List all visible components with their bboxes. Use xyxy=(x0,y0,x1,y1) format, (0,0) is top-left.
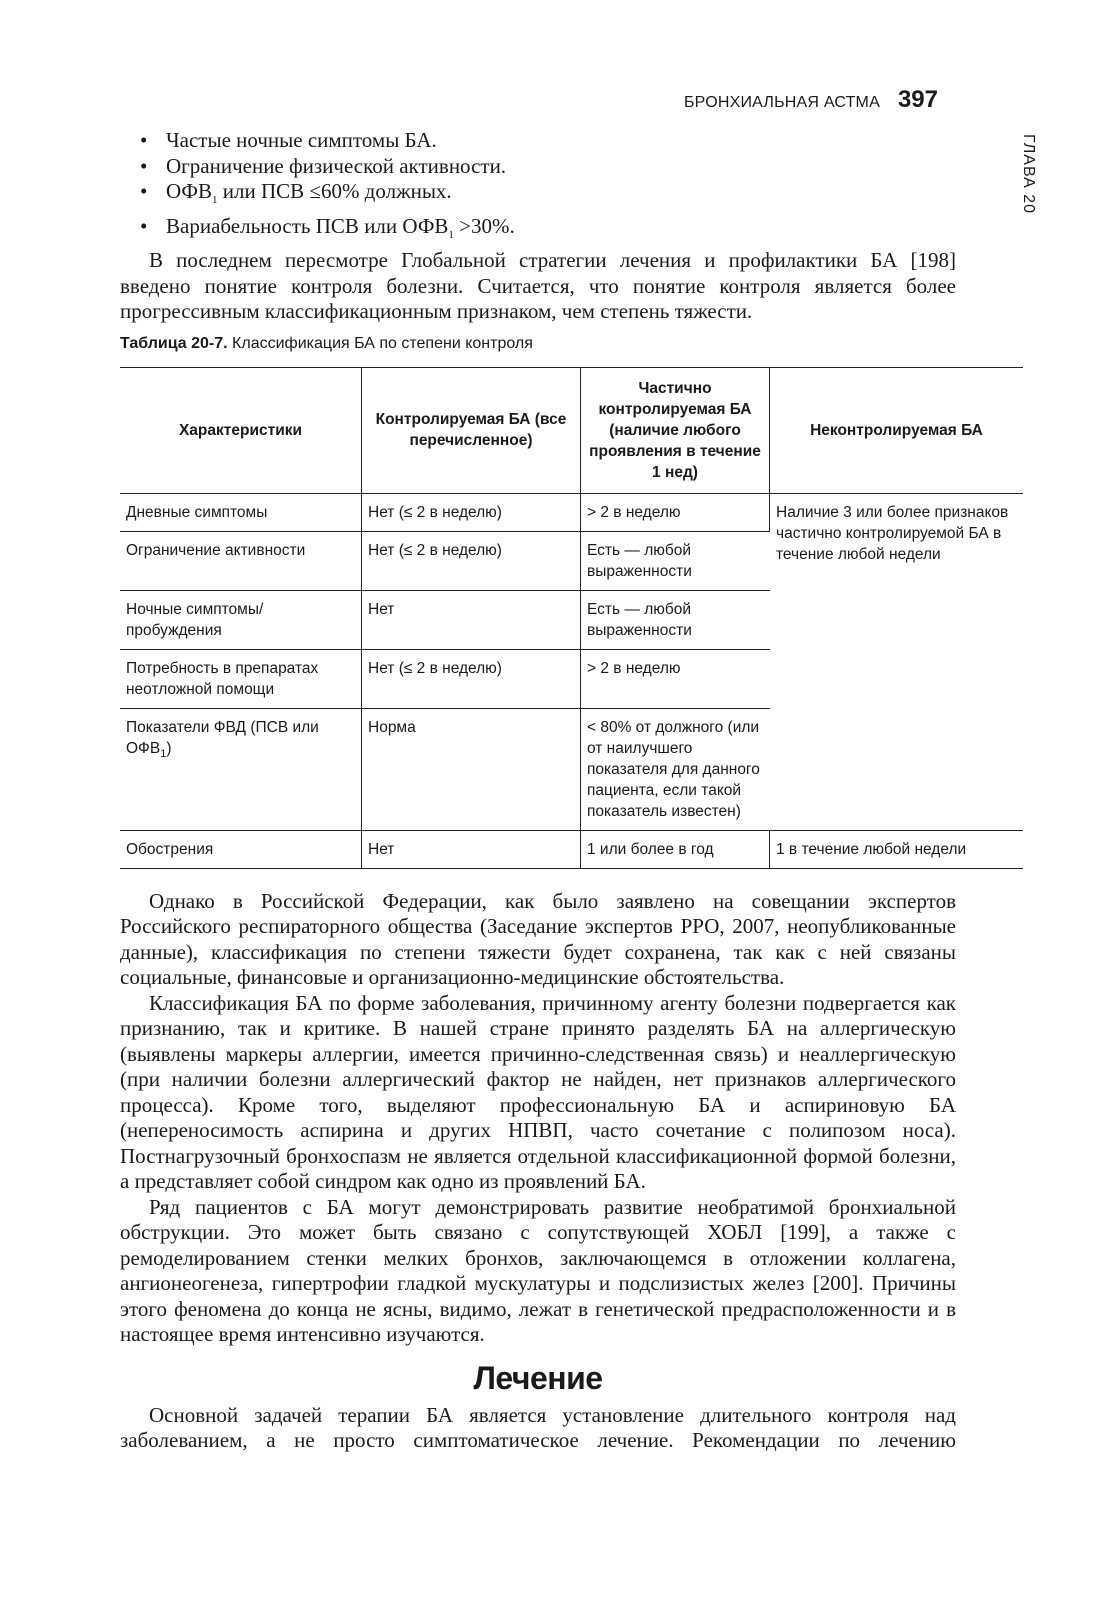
table-cell: Дневные симптомы xyxy=(120,493,362,531)
chapter-tab: ГЛАВА 20 xyxy=(1020,134,1037,214)
table-cell: Обострения xyxy=(120,830,362,868)
page-content xyxy=(120,128,1009,1454)
intro-paragraph: В последнем пересмотре Глобальной стратегии лечения и профилактики БА [198] введено понятие контроля болезни. Считается, что понятие контроля является более прогрессивным классификационным признаком, чем степень тяжести. xyxy=(120,248,956,324)
section-paragraph: Основной задачей терапии БА является установление длительного контроля над заболеванием, а не просто симптоматическое лечение. Рекомендации по лечению xyxy=(120,1402,956,1453)
column-header: Контролируемая БА (все перечисленное) xyxy=(362,367,581,493)
table-cell: > 2 в неделю xyxy=(581,649,770,708)
table-cell: Нет (≤ 2 в неделю) xyxy=(362,649,581,708)
table-cell: 1 в течение любой недели xyxy=(770,830,1024,868)
control-classification-table xyxy=(120,367,1023,869)
bullet-item: • $ОФВ_1$ или ПСВ ≤60% должных. xyxy=(140,179,956,214)
table-cell: < 80% от должного (или от наилучшего показателя для данного пациента, если такой показатель известен) xyxy=(581,708,770,830)
table-caption xyxy=(120,335,956,353)
table-cell: Нет xyxy=(362,590,581,649)
table-cell: Нет (≤ 2 в неделю) xyxy=(362,531,581,590)
bullet-list xyxy=(120,128,956,248)
page-number: 397 xyxy=(897,86,938,113)
bullet-item: • Ограничение физической активности. xyxy=(140,154,956,180)
table-caption-text: Классификация БА по степени контроля xyxy=(227,334,533,352)
table-row xyxy=(120,493,1023,531)
running-head xyxy=(684,86,938,116)
running-title: БРОНХИАЛЬНАЯ АСТМА xyxy=(683,94,880,111)
table-cell: > 2 в неделю xyxy=(581,493,770,531)
table-cell: Показатели ФВД (ПСВ или $ОФВ_1$) xyxy=(120,708,362,830)
body-paragraph: Классификация БА по форме заболевания, причинному агенту болезни подвергается как признанию, так и критике. В нашей стране принято разделять БА на аллергическую (выявлены маркеры аллергии, имеется причинно-следственная связь) и неаллергическую (при наличии болезни аллергический фактор не найден, нет признаков аллергического процесса). Кроме того, выделяют профессиональную БА и аспириновую БА (непереносимость аспирина и других НПВП, часто сочетание с полипозом носа). Постнагрузочный бронхоспазм не является отдельной классификационной формой болезни, а представляет собой синдром как одно из проявлений БА. xyxy=(120,990,956,1194)
table-row xyxy=(120,830,1023,868)
bullet-item: • Вариабельность ПСВ или $ОФВ_1 >30\%$. xyxy=(140,214,956,249)
table-cell: Ограничение активности xyxy=(120,531,362,590)
table-cell: Ночные симптомы/пробуждения xyxy=(120,590,362,649)
table-caption-label: Таблица 20-7. xyxy=(120,334,228,352)
table-cell: Потребность в препаратах неотложной помощи xyxy=(120,649,362,708)
section-heading: Лечение xyxy=(473,1359,603,1396)
table-cell: Нет xyxy=(362,830,581,868)
body-paragraph: Ряд пациентов с БА могут демонстрировать развитие необратимой бронхиальной обструкции. Это может быть связано с сопутствующей ХОБЛ [199], а также с ремоделированием стенки мелких бронхов, заключающемся в отложении коллагена, ангионеогенеза, гипертрофии гладкой мускулатуры и подслизистых желез [200]. Причины этого феномена до конца не ясны, видимо, лежат в генетической предрасположенности и в настоящее время интенсивно изучаются. xyxy=(120,1194,956,1347)
table-cell: Норма xyxy=(362,708,581,830)
bullet-item: • Частые ночные симптомы БА. xyxy=(140,128,956,154)
table-header-row xyxy=(120,367,1023,493)
table-cell-merged: Наличие 3 или более признаков частично контролируемой БА в течение любой недели xyxy=(770,493,1024,830)
table-cell: Нет (≤ 2 в неделю) xyxy=(362,493,581,531)
table-cell: Есть — любой выраженности xyxy=(581,531,770,590)
table-cell: 1 или более в год xyxy=(581,830,770,868)
table-cell: Есть — любой выраженности xyxy=(581,590,770,649)
body-paragraph: Однако в Российской Федерации, как было заявлено на совещании экспертов Российского респираторного общества (Заседание экспертов РРО, 2007, неопубликованные данные), классификация по степени тяжести будет сохранена, так как с ней связаны социальные, финансовые и организационно-медицинские обстоятельства. xyxy=(120,888,956,990)
column-header: Неконтролируемая БА xyxy=(770,367,1024,493)
column-header: Характеристики xyxy=(120,367,362,493)
column-header: Частично контролируемая БА (наличие любого проявления в течение 1 нед) xyxy=(581,367,770,493)
